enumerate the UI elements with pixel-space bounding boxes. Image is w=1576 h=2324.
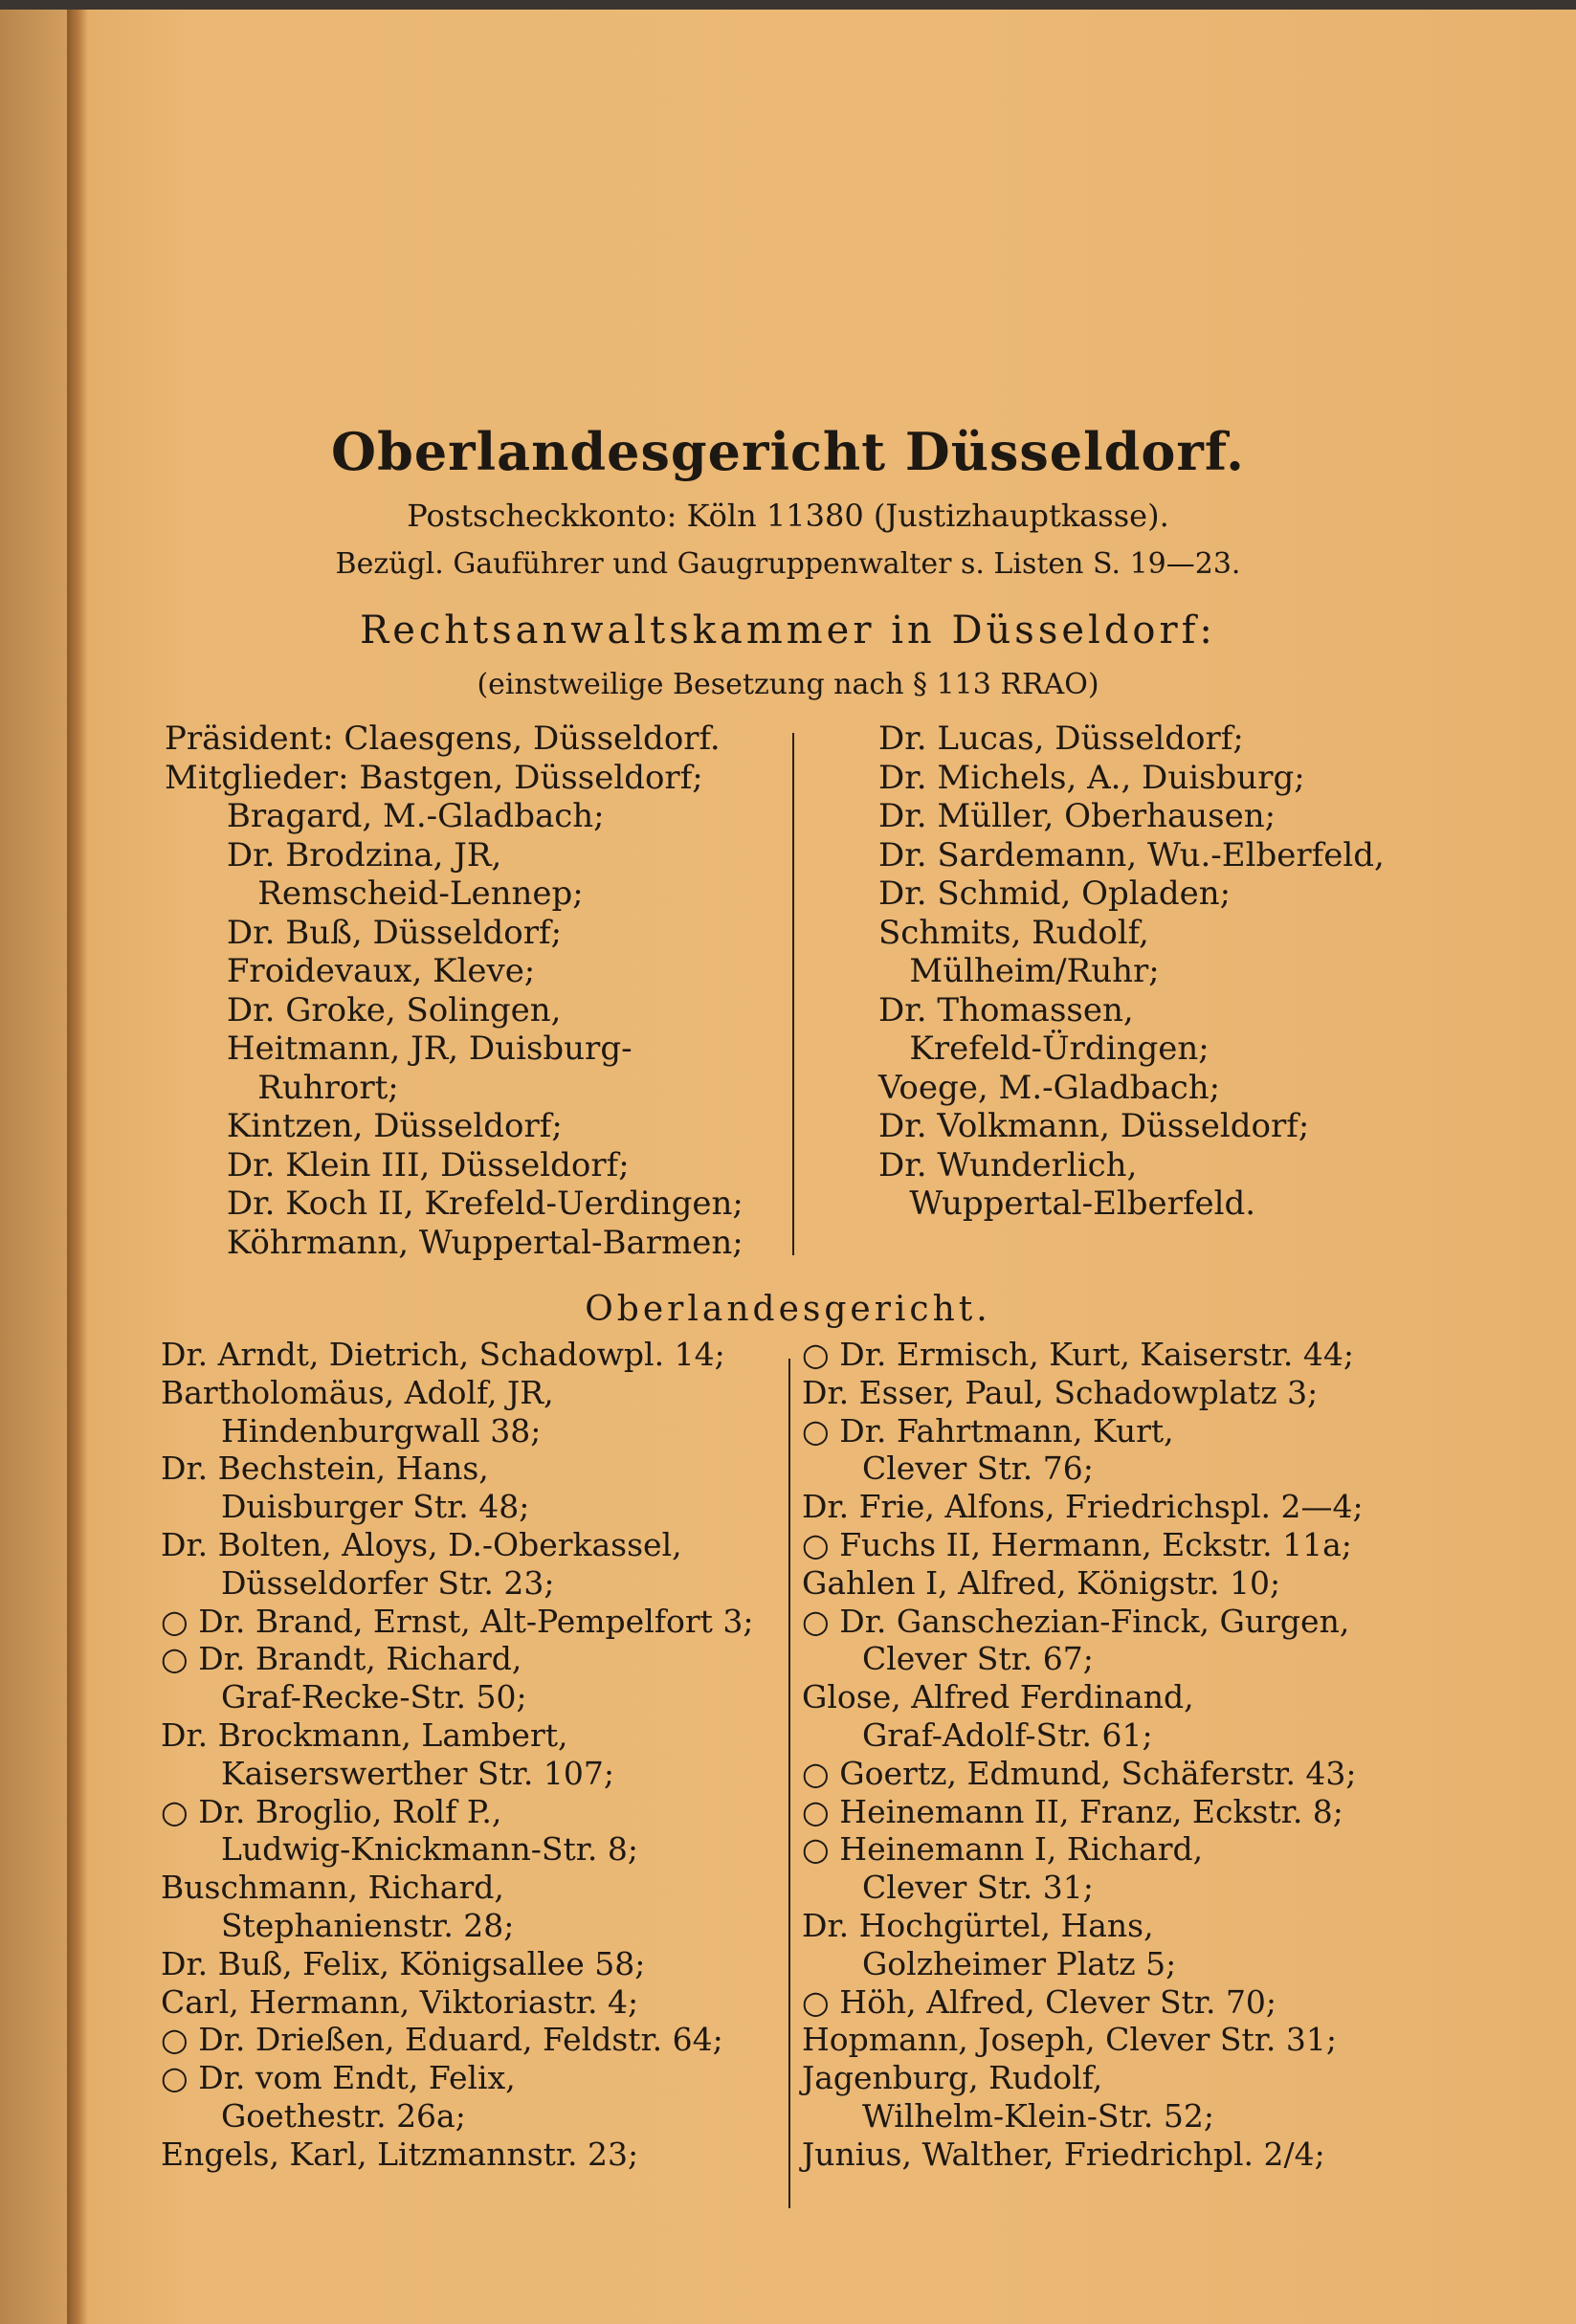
entry-line: Dr. Frie, Alfons, Friedrichspl. 2—4; [802,1488,1364,1526]
entry-line: Präsident: Claesgens, Düsseldorf. [165,719,721,758]
entry-line: ○ Dr. Broglio, Rolf P., [161,1792,502,1830]
entry-line: Buschmann, Richard, [161,1869,504,1907]
entry-line: Dr. Sardemann, Wu.-Elberfeld, [878,835,1385,874]
entry-line: Dr. Wunderlich, [878,1145,1138,1184]
entry-line: Glose, Alfred Ferdinand, [802,1678,1194,1716]
entry-line: ○ Dr. vom Endt, Felix, [161,2059,516,2097]
entry-line: Gahlen I, Alfred, Königstr. 10; [802,1563,1281,1602]
entry-line: Dr. Michels, A., Duisburg; [878,758,1305,797]
entry-line: Golzheimer Platz 5; [802,1944,1177,1982]
entry-line: Düsseldorfer Str. 23; [161,1563,555,1602]
kammer-title: Rechtsanwaltskammer in Düsseldorf: [360,609,1216,653]
olg-title: Oberlandesgericht. [585,1290,991,1329]
entry-line: Wuppertal-Elberfeld. [878,1184,1256,1223]
entry-line: Remscheid-Lennep; [165,874,584,913]
entry-line: Bartholomäus, Adolf, JR, [161,1373,554,1411]
entry-line: ○ Heinemann I, Richard, [802,1830,1204,1869]
entry-line: Dr. Lucas, Düsseldorf; [878,719,1244,758]
entry-line: Stephanienstr. 28; [161,1906,515,1944]
column-divider [788,1359,790,2208]
entry-line: Clever Str. 76; [802,1450,1094,1488]
kammer-right-column [878,719,1385,1224]
entry-line: Dr. Hochgürtel, Hans, [802,1906,1154,1944]
entry-line: Dr. Bolten, Aloys, D.-Oberkassel, [161,1525,682,1563]
entry-line: Dr. Thomassen, [878,990,1134,1029]
entry-line: Junius, Walther, Friedrichpl. 2/4; [802,2135,1325,2173]
entry-line: Heitmann, JR, Duisburg- [165,1029,633,1068]
entry-line: Dr. Brockmann, Lambert, [161,1715,568,1754]
entry-line: ○ Dr. Ermisch, Kurt, Kaiserstr. 44; [802,1336,1354,1373]
entry-line: ○ Dr. Brandt, Richard, [161,1640,522,1678]
entry-line: Froidevaux, Kleve; [165,952,536,990]
entry-line: Dr. Müller, Oberhausen; [878,797,1276,835]
entry-line: Graf-Adolf-Str. 61; [802,1715,1153,1754]
entry-line: Dr. Volkmann, Düsseldorf; [878,1107,1310,1145]
book-gutter [67,0,88,2324]
kammer-subtitle: (einstweilige Besetzung nach § 113 RRAO) [477,668,1099,701]
entry-line: Jagenburg, Rudolf, [802,2059,1103,2097]
entry-line: ○ Dr. Drießen, Eduard, Feldstr. 64; [161,2021,723,2059]
entry-line: ○ Dr. Ganschezian-Finck, Gurgen, [802,1602,1350,1640]
entry-line: Clever Str. 67; [802,1640,1094,1678]
left-page-edge [0,0,67,2324]
entry-line: Schmits, Rudolf, [878,913,1149,952]
olg-left-column [161,1336,754,2174]
entry-line: Hopmann, Joseph, Clever Str. 31; [802,2021,1338,2059]
column-divider [792,733,794,1255]
entry-line: Dr. Groke, Solingen, [165,990,562,1029]
entry-line: Dr. Schmid, Opladen; [878,874,1232,913]
reference-note: Bezügl. Gauführer und Gaugruppenwalter s. Listen S. 19—23. [335,547,1241,581]
kammer-left-column [165,719,744,1262]
entry-line: Duisburger Str. 48; [161,1488,530,1526]
entry-line: Mitglieder: Bastgen, Düsseldorf; [165,758,703,797]
entry-line: Ruhrort; [165,1068,399,1107]
entry-line: Dr. Klein III, Düsseldorf; [165,1145,630,1184]
entry-line: Dr. Esser, Paul, Schadowplatz 3; [802,1373,1319,1411]
entry-line: ○ Fuchs II, Hermann, Eckstr. 11a; [802,1525,1352,1563]
entry-line: ○ Höh, Alfred, Clever Str. 70; [802,1982,1277,2021]
entry-line: Hindenburgwall 38; [161,1411,542,1450]
olg-right-column [802,1336,1364,2174]
entry-line: Dr. Bechstein, Hans, [161,1450,489,1488]
entry-line: Goethestr. 26a; [161,2096,466,2135]
entry-line: Kaiserswerther Str. 107; [161,1754,614,1792]
entry-line: ○ Dr. Brand, Ernst, Alt-Pempelfort 3; [161,1602,754,1640]
entry-line: Voege, M.-Gladbach; [878,1068,1221,1107]
entry-line: Bragard, M.-Gladbach; [165,797,605,835]
entry-line: Dr. Koch II, Krefeld-Uerdingen; [165,1184,744,1223]
entry-line: Dr. Arndt, Dietrich, Schadowpl. 14; [161,1336,725,1373]
entry-line: Graf-Recke-Str. 50; [161,1678,527,1716]
entry-line: ○ Heinemann II, Franz, Eckstr. 8; [802,1792,1343,1830]
entry-line: ○ Goertz, Edmund, Schäferstr. 43; [802,1754,1357,1792]
entry-line: Clever Str. 31; [802,1869,1094,1907]
entry-line: Carl, Hermann, Viktoriastr. 4; [161,1982,639,2021]
entry-line: Engels, Karl, Litzmannstr. 23; [161,2135,639,2173]
entry-line: Dr. Buß, Felix, Königsallee 58; [161,1944,646,1982]
entry-line: Köhrmann, Wuppertal-Barmen; [165,1223,744,1262]
top-border [0,0,1576,10]
entry-line: Kintzen, Düsseldorf; [165,1107,563,1145]
entry-line: Krefeld-Ürdingen; [878,1029,1210,1068]
entry-line: Mülheim/Ruhr; [878,952,1160,990]
entry-line: Dr. Brodzina, JR, [165,835,502,874]
entry-line: Dr. Buß, Düsseldorf; [165,913,563,952]
entry-line: Ludwig-Knickmann-Str. 8; [161,1830,638,1869]
page-title: Oberlandesgericht Düsseldorf. [331,421,1245,482]
entry-line: ○ Dr. Fahrtmann, Kurt, [802,1411,1174,1450]
entry-line: Wilhelm-Klein-Str. 52; [802,2096,1214,2135]
postscheck-line: Postscheckkonto: Köln 11380 (Justizhauptkasse). [407,498,1169,534]
